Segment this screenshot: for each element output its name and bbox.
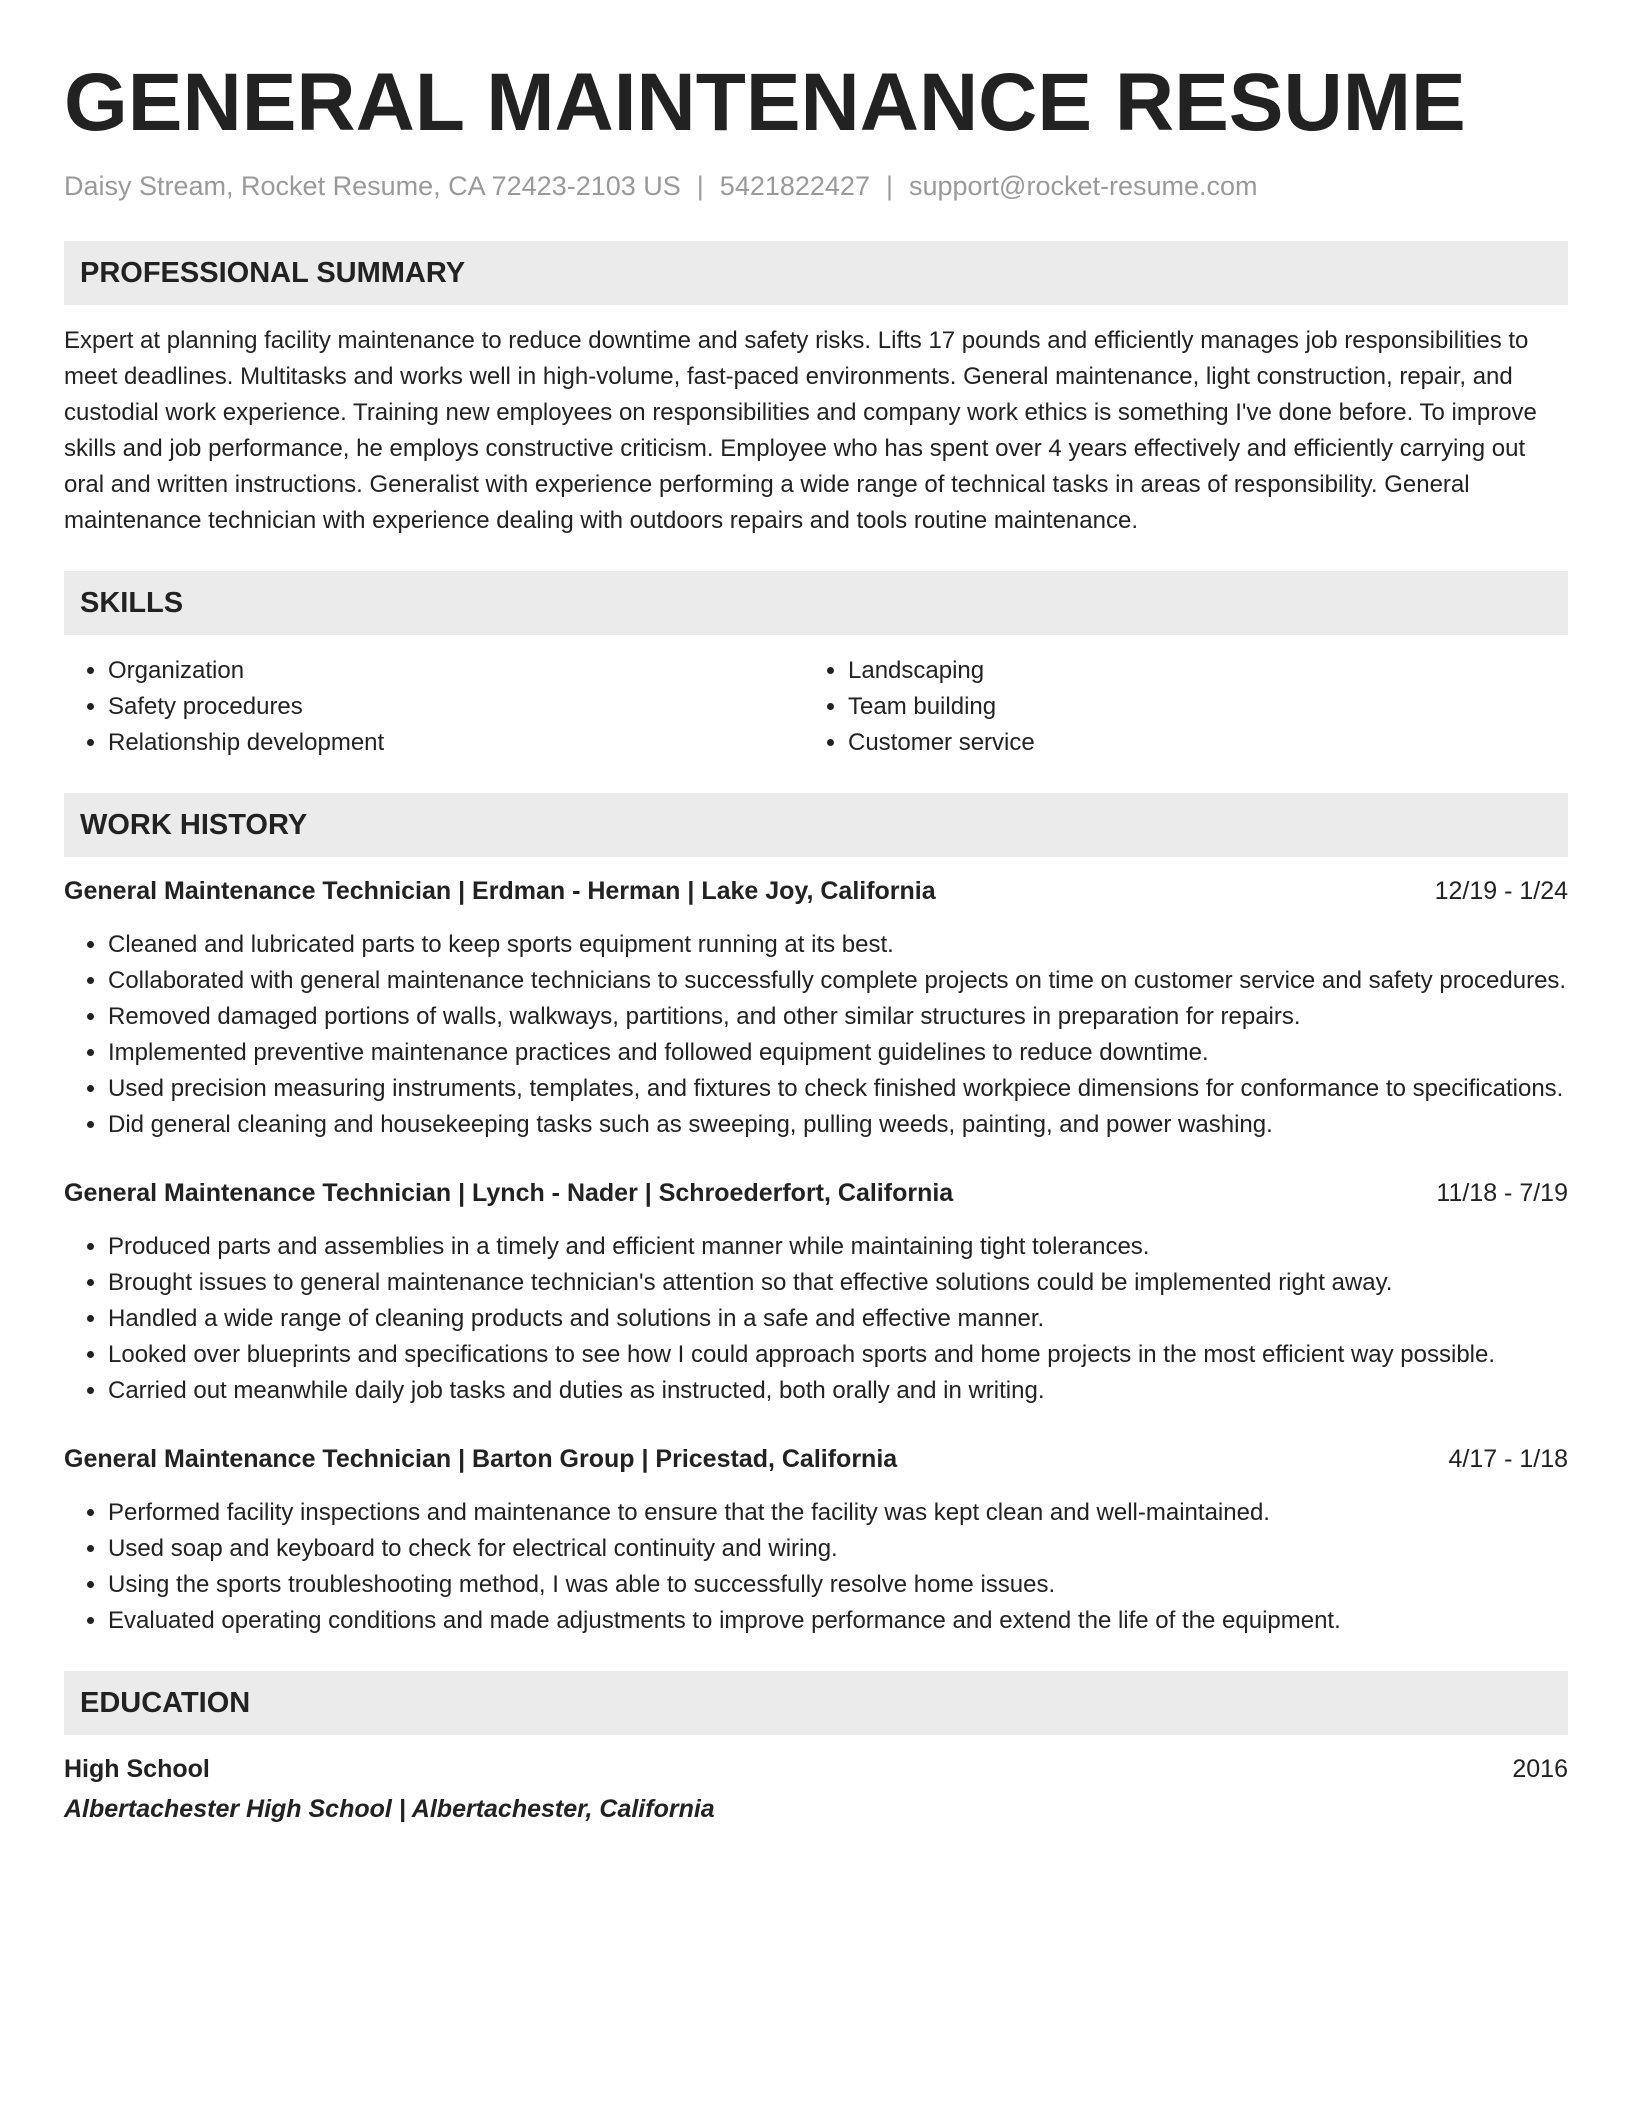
skills-heading: SKILLS [64,571,1568,635]
job-entry [64,1175,1568,1409]
job-bullet: • Carried out meanwhile daily job tasks and duties as instructed, both orally and in writing. [108,1373,1568,1409]
resume-title: GENERAL MAINTENANCE RESUME [64,57,1466,148]
job-bullet: • Used soap and keyboard to check for electrical continuity and wiring. [108,1531,1568,1567]
skills-column-left [64,653,804,761]
job-bullet: • Looked over blueprints and specifications to see how I could approach sports and home projects in the most efficient way possible. [108,1337,1568,1373]
education-year: 2016 [1512,1755,1568,1783]
skill-item: • Customer service [848,725,1544,761]
job-bullet: • Evaluated operating conditions and made adjustments to improve performance and extend the life of the equipment. [108,1603,1568,1639]
job-title: General Maintenance Technician | Erdman - Herman | Lake Joy, California [64,877,936,905]
job-bullets [64,927,1568,1143]
job-entry [64,1441,1568,1639]
job-bullet: • Brought issues to general maintenance technician's attention so that effective solutions could be implemented right away. [108,1265,1568,1301]
job-title: General Maintenance Technician | Lynch - Nader | Schroederfort, California [64,1179,954,1207]
job-bullets [64,1495,1568,1639]
job-bullet: • Cleaned and lubricated parts to keep sports equipment running at its best. [108,927,1568,963]
education-school: Albertachester High School | Albertachester, California [64,1795,715,1823]
job-bullets [64,1229,1568,1409]
job-bullet: • Removed damaged portions of walls, walkways, partitions, and other similar structures in preparation for repairs. [108,999,1568,1035]
job-bullet: • Did general cleaning and housekeeping tasks such as sweeping, pulling weeds, painting, and power washing. [108,1107,1568,1143]
summary-text: Expert at planning facility maintenance to reduce downtime and safety risks. Lifts 17 pounds and efficiently manages job responsibilities to meet deadlines. Multitasks and works well in high-volume, fast-paced environments. General maintenance, light construction, repair, and custodial work experience. Training new employees on responsibilities and company work ethics is something I've done before. To improve skills and job performance, he employs constructive criticism. Employee who has spent over 4 years effectively and efficiently carrying out oral and written instructions. Generalist with experience performing a wide range of technical tasks in areas of responsibility. General maintenance technician with experience dealing with outdoors repairs and tools routine maintenance. [64,327,1537,534]
education-heading: EDUCATION [64,1671,1568,1735]
job-header [64,1441,1568,1477]
skill-item: • Relationship development [108,725,804,761]
contact-separator: | [885,171,893,201]
education-header [64,1751,1568,1787]
skill-item: • Landscaping [848,653,1544,689]
job-bullet: • Handled a wide range of cleaning products and solutions in a safe and effective manner. [108,1301,1568,1337]
education-degree: High School [64,1755,210,1783]
job-dates: 11/18 - 7/19 [1436,1179,1568,1207]
job-bullet: • Collaborated with general maintenance technicians to successfully complete projects on time on customer service and safety procedures. [108,963,1568,999]
job-entry [64,873,1568,1143]
job-header [64,1175,1568,1211]
contact-separator: | [696,171,704,201]
job-bullet: • Implemented preventive maintenance practices and followed equipment guidelines to reduce downtime. [108,1035,1568,1071]
job-header [64,873,1568,909]
skill-item: • Safety procedures [108,689,804,725]
skill-item: • Organization [108,653,804,689]
job-bullet: • Performed facility inspections and maintenance to ensure that the facility was kept clean and well-maintained. [108,1495,1568,1531]
job-bullet: • Produced parts and assemblies in a timely and efficient manner while maintaining tight tolerances. [108,1229,1568,1265]
summary-heading: PROFESSIONAL SUMMARY [64,241,1568,305]
skills-column-right [804,653,1544,761]
job-title: General Maintenance Technician | Barton Group | Pricestad, California [64,1445,898,1473]
skill-item: • Team building [848,689,1544,725]
job-dates: 12/19 - 1/24 [1434,877,1568,905]
job-bullet: • Using the sports troubleshooting method, I was able to successfully resolve home issues. [108,1567,1568,1603]
contact-line [64,168,1568,204]
job-bullet: • Used precision measuring instruments, templates, and fixtures to check finished workpiece dimensions for conformance to specifications. [108,1071,1568,1107]
skills-list [64,653,1568,761]
contact-address: Daisy Stream, Rocket Resume, CA 72423-2103 US [64,171,681,201]
work-history-heading: WORK HISTORY [64,793,1568,857]
job-dates: 4/17 - 1/18 [1448,1445,1568,1473]
contact-email: support@rocket-resume.com [908,171,1258,201]
education-entry [64,1751,1568,1827]
contact-phone: 5421822427 [719,171,870,201]
